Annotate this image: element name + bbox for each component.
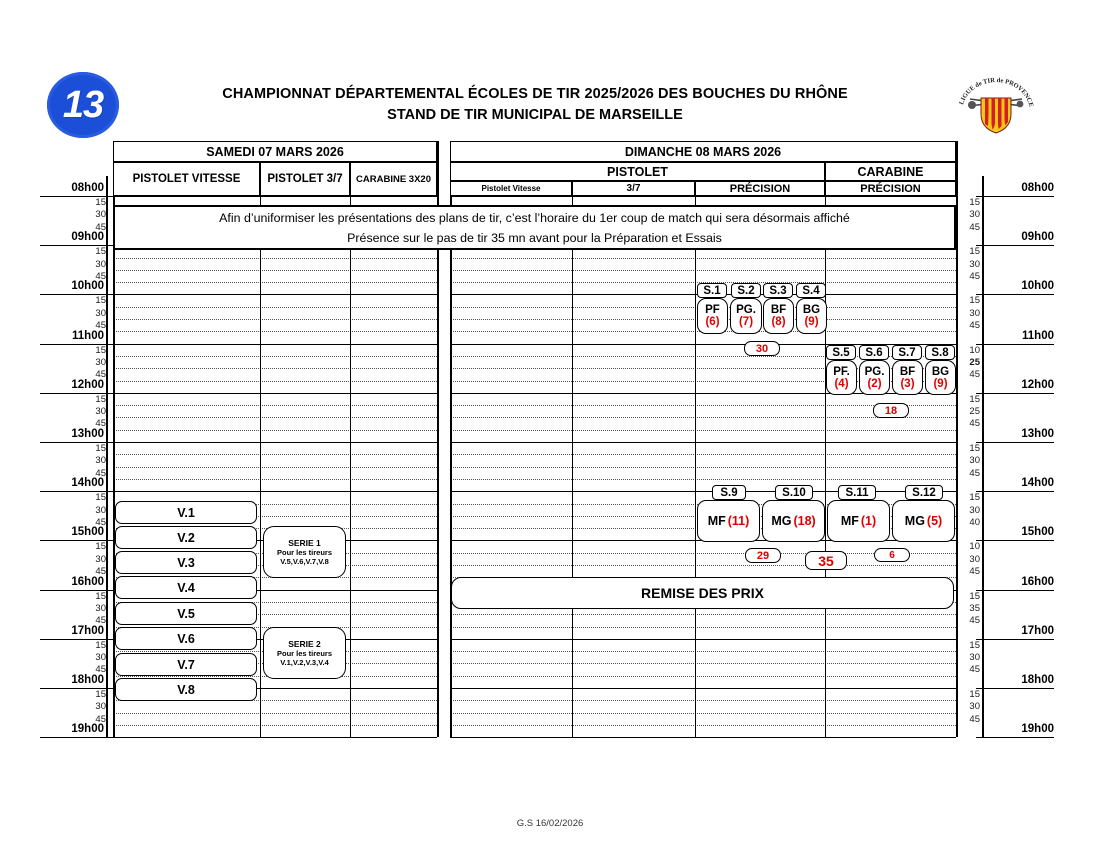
group-label: PISTOLET: [607, 164, 668, 179]
minute-label-left: 30: [95, 553, 106, 565]
hour-label-left: 12h00: [71, 378, 104, 391]
session-box-s8[interactable]: [925, 360, 956, 395]
footer-text: G.S 16/02/2026: [516, 818, 584, 829]
tag-label: S.11: [845, 486, 869, 499]
hour-tick-right: [976, 344, 1054, 345]
minute-label-left: 15: [95, 590, 106, 602]
col-label: CARABINE 3X20: [356, 173, 431, 185]
quarter-divider-right: [450, 479, 956, 480]
minute-label-right: 10: [969, 344, 980, 356]
sunday-day-label: DIMANCHE 08 MARS 2026: [624, 144, 782, 159]
minute-label-left: 45: [95, 467, 106, 479]
quarter-divider-right: [450, 663, 956, 664]
minute-label-right: 15: [969, 197, 980, 208]
saturday-col-pistolet-37: [260, 162, 350, 196]
minute-label-right: 30: [969, 701, 980, 713]
hour-label-right: 16h00: [1021, 575, 1054, 588]
hour-divider-right: [450, 737, 956, 738]
session-category: BG: [802, 304, 821, 316]
session-tag-s6[interactable]: [859, 345, 889, 360]
session-category: PF: [705, 304, 720, 316]
hour-label-left: 11h00: [72, 329, 104, 342]
minute-label-left: 30: [95, 258, 106, 270]
award-label: REMISE DES PRIX: [641, 585, 764, 601]
tag-label: S.1: [703, 284, 721, 297]
hour-label-left: 19h00: [71, 723, 104, 736]
session-box-v1[interactable]: [115, 501, 257, 524]
minute-label-left: 30: [95, 209, 106, 221]
session-badge-29: [745, 548, 781, 563]
minute-label-right: 15: [969, 590, 980, 602]
hour-divider-right: [450, 688, 956, 689]
minute-label-right: 15: [969, 246, 980, 258]
session-tag-s8[interactable]: [925, 345, 955, 360]
serie-sub1: Pour les tireurs: [276, 649, 333, 658]
session-category: MF: [840, 514, 859, 528]
minute-label-left: 30: [95, 701, 106, 713]
minute-label-left: 45: [95, 713, 106, 725]
quarter-divider-left: [113, 270, 437, 271]
quarter-divider-left: [113, 307, 437, 308]
sunday-col-precision-pistolet: [695, 181, 825, 196]
minute-label-left: 30: [95, 356, 106, 368]
saturday-col-pistolet-vitesse: [113, 162, 260, 196]
hour-tick-right: [976, 491, 1054, 492]
badge-value: 35: [818, 552, 834, 569]
tag-label: S.4: [802, 284, 820, 297]
minute-label-left: 45: [95, 516, 106, 528]
tag-label: S.12: [912, 486, 936, 499]
quarter-divider-left: [113, 331, 437, 332]
hour-divider-left: [113, 491, 437, 492]
session-tag-s3[interactable]: [763, 283, 793, 298]
hour-divider-left: [113, 442, 437, 443]
serie-sub2: V.5,V.6,V.7,V.8: [280, 557, 329, 566]
minute-label-right: 30: [969, 504, 980, 516]
minute-label-left: 30: [95, 652, 106, 664]
ligue-shield-icon: [948, 74, 1044, 136]
quarter-divider-left: [113, 430, 437, 431]
hour-label-left: 16h00: [71, 575, 104, 588]
minute-label-left: 30: [95, 406, 106, 418]
hour-tick-right: [976, 294, 1054, 295]
quarter-divider-right: [450, 614, 956, 615]
session-count: (1): [860, 514, 877, 528]
serie-sub2: V.1,V.2,V.3,V.4: [280, 658, 329, 667]
col-label: Pistolet Vitesse: [481, 184, 541, 193]
session-box-s12[interactable]: [892, 500, 955, 542]
session-label: V.4: [177, 580, 195, 595]
hour-label-right: 14h00: [1021, 477, 1054, 490]
departement-13-number: 13: [62, 83, 104, 126]
hour-divider-left: [113, 393, 437, 394]
minute-label-left: 45: [95, 369, 106, 381]
hour-tick-right: [976, 245, 1054, 246]
session-box-s11[interactable]: [827, 500, 890, 542]
quarter-divider-left: [113, 356, 437, 357]
quarter-divider-left: [113, 725, 437, 726]
minute-label-left: 45: [95, 664, 106, 676]
minute-label-right: 45: [969, 664, 980, 676]
quarter-divider-left: [113, 417, 437, 418]
footer-note: [0, 818, 1100, 829]
col-label: PRÉCISION: [860, 182, 921, 195]
session-count: (7): [738, 316, 754, 328]
session-count: (8): [771, 316, 786, 328]
serie-sub1: Pour les tireurs: [276, 548, 333, 557]
quarter-divider-left: [113, 405, 437, 406]
badge-value: 29: [756, 549, 770, 562]
saturday-col-carabine-3x20: [350, 162, 437, 196]
session-box-v6[interactable]: [115, 627, 257, 650]
quarter-divider-right: [450, 651, 956, 652]
minute-label-right: 45: [969, 467, 980, 479]
hour-tick-right: [976, 639, 1054, 640]
session-box-s7[interactable]: [892, 360, 923, 395]
quarter-divider-right: [450, 565, 956, 566]
hour-label-right: 10h00: [1021, 280, 1054, 293]
tag-label: S.2: [737, 284, 755, 297]
session-box-s4[interactable]: [796, 298, 827, 334]
serie-1-box[interactable]: [263, 526, 346, 578]
tag-label: S.7: [898, 346, 916, 359]
session-box-v5[interactable]: [115, 602, 257, 625]
award-ceremony-box[interactable]: [451, 577, 954, 609]
session-label: V.2: [177, 530, 195, 545]
session-tag-s1[interactable]: [697, 283, 727, 298]
quarter-divider-right: [450, 713, 956, 714]
minute-label-right: 30: [969, 209, 980, 221]
quarter-divider-left: [113, 479, 437, 480]
session-count: (6): [705, 316, 720, 328]
session-label: V.1: [177, 505, 195, 520]
minute-label-left: 15: [95, 492, 106, 504]
minute-label-right: 40: [969, 516, 980, 528]
sunday-col-precision-carabine: [825, 181, 956, 196]
title-line-1: CHAMPIONNAT DÉPARTEMENTAL ÉCOLES DE TIR 2025/2026 DES BOUCHES DU RHÔNE: [222, 86, 848, 102]
minute-label-right: 15: [969, 443, 980, 454]
hour-label-right: 18h00: [1021, 674, 1054, 686]
quarter-divider-right: [450, 430, 956, 431]
sunday-day-header: [450, 141, 956, 162]
serie-title: SERIE 2: [288, 639, 321, 649]
session-category: MG: [771, 514, 792, 528]
table-right-right-edge: [956, 141, 958, 737]
minute-label-right: 30: [969, 258, 980, 270]
session-tag-s2[interactable]: [731, 283, 761, 298]
session-tag-s12[interactable]: [905, 485, 943, 500]
sunday-col-pistolet-vitesse: [450, 181, 572, 196]
minute-label-right: 45: [969, 418, 980, 430]
session-label: V.3: [177, 555, 195, 570]
quarter-divider-left: [113, 282, 437, 283]
quarter-divider-left: [113, 454, 437, 455]
quarter-divider-right: [450, 627, 956, 628]
session-count: (9): [804, 316, 819, 328]
minute-label-left: 15: [95, 393, 106, 405]
minute-label-right: 45: [969, 221, 980, 233]
hour-label-left: 10h00: [71, 280, 104, 293]
hour-label-left: 08h00: [71, 182, 104, 194]
quarter-divider-right: [450, 725, 956, 726]
tag-label: S.10: [782, 486, 806, 499]
tag-label: S.8: [931, 346, 949, 359]
hour-label-right: 11h00: [1022, 329, 1054, 342]
minute-label-right: 25: [969, 406, 980, 418]
minute-label-left: 15: [95, 639, 106, 651]
minute-label-left: 45: [95, 615, 106, 627]
hour-label-left: 17h00: [71, 624, 104, 637]
page-title: [140, 86, 930, 123]
right-time-gutter-line: [982, 176, 984, 737]
session-badge-6: [874, 548, 910, 562]
hour-divider-left: [113, 737, 437, 738]
hour-divider-right: [450, 196, 956, 197]
hour-label-right: 08h00: [1021, 182, 1054, 194]
notice-line-1: Afin d’uniformiser les présentations des plans de tir, c’est l’horaire du 1er coup de match qui sera désormais affiché: [219, 210, 850, 225]
hour-label-right: 19h00: [1021, 723, 1054, 736]
hour-tick-right: [976, 590, 1054, 591]
quarter-divider-right: [450, 676, 956, 677]
left-time-gutter-line: [106, 176, 108, 737]
minute-label-left: 45: [95, 320, 106, 331]
hour-tick-right: [976, 737, 1054, 738]
session-box-v8[interactable]: [115, 678, 257, 701]
quarter-divider-left: [113, 467, 437, 468]
session-box-s1[interactable]: [697, 298, 728, 334]
session-category: BF: [899, 365, 916, 378]
session-badge-row1: [744, 341, 780, 356]
hour-tick-right: [976, 393, 1054, 394]
hour-label-right: 13h00: [1021, 428, 1054, 440]
minute-label-right: 30: [969, 553, 980, 565]
badge-value: 18: [884, 404, 898, 417]
minute-label-right: 25: [969, 356, 980, 368]
hour-tick-right: [976, 688, 1054, 689]
notice-banner: [113, 205, 956, 250]
minute-label-right: 30: [969, 307, 980, 319]
session-label: V.7: [177, 657, 195, 672]
minute-label-left: 15: [95, 541, 106, 553]
session-category: PG.: [736, 304, 756, 316]
hour-divider-right: [450, 639, 956, 640]
hour-label-right: 17h00: [1021, 624, 1054, 637]
minute-label-right: 45: [969, 566, 980, 577]
session-count: (5): [926, 514, 943, 528]
minute-label-right: 15: [969, 295, 980, 307]
session-box-s2[interactable]: [730, 298, 762, 334]
minute-label-right: 45: [969, 713, 980, 725]
serie-2-box[interactable]: [263, 627, 346, 679]
session-label: V.5: [177, 606, 195, 621]
hour-label-right: 09h00: [1021, 231, 1054, 244]
session-tag-s4[interactable]: [796, 283, 826, 298]
session-category: PG.: [864, 365, 885, 378]
session-count: (2): [867, 377, 882, 390]
col-label: PRÉCISION: [729, 182, 791, 195]
tag-label: S.9: [720, 486, 738, 499]
hour-tick-right: [976, 196, 1054, 197]
hour-label-left: 14h00: [71, 477, 104, 490]
minute-label-left: 15: [95, 246, 106, 258]
saturday-day-header: [113, 141, 437, 162]
minute-label-left: 30: [95, 307, 106, 319]
quarter-divider-right: [450, 270, 956, 271]
minute-label-left: 15: [95, 689, 106, 700]
quarter-divider-left: [113, 713, 437, 714]
minute-label-left: 15: [95, 344, 106, 356]
hour-divider-left: [113, 294, 437, 295]
group-label: CARABINE: [857, 164, 924, 179]
hour-tick-right: [976, 540, 1054, 541]
session-count: (11): [727, 514, 750, 528]
session-category: BF: [770, 304, 787, 316]
hour-label-left: 18h00: [71, 674, 104, 686]
tag-label: S.5: [832, 346, 850, 359]
minute-label-left: 15: [95, 443, 106, 454]
quarter-divider-left: [113, 381, 437, 382]
minute-label-left: 30: [95, 504, 106, 516]
session-badge-35: [805, 551, 847, 570]
col-label: PISTOLET 3/7: [267, 173, 343, 185]
hour-label-left: 09h00: [71, 231, 104, 244]
quarter-divider-left: [113, 368, 437, 369]
hour-divider-left: [113, 344, 437, 345]
minute-label-left: 45: [95, 566, 106, 577]
minute-label-right: 15: [969, 492, 980, 504]
session-category: MF: [707, 514, 726, 528]
quarter-divider-left: [113, 319, 437, 320]
session-box-v4[interactable]: [115, 576, 257, 599]
quarter-divider-right: [450, 454, 956, 455]
session-box-s9[interactable]: [697, 500, 760, 542]
hour-divider-left: [113, 196, 437, 197]
minute-label-left: 45: [95, 270, 106, 282]
session-box-s3[interactable]: [763, 298, 794, 334]
minute-label-right: 45: [969, 369, 980, 381]
session-tag-s5[interactable]: [826, 345, 856, 360]
minute-label-left: 30: [95, 455, 106, 467]
minute-label-right: 30: [969, 652, 980, 664]
session-count: (4): [834, 377, 849, 390]
session-tag-s9[interactable]: [712, 485, 746, 500]
session-tag-s7[interactable]: [892, 345, 922, 360]
hour-label-right: 12h00: [1021, 378, 1054, 391]
quarter-divider-right: [450, 467, 956, 468]
col-label: PISTOLET VITESSE: [132, 173, 241, 185]
svg-text:LIGUE de TIR de PROVENCE: LIGUE de TIR de PROVENCE: [958, 76, 1035, 108]
minute-label-left: 45: [95, 418, 106, 430]
quarter-divider-right: [450, 258, 956, 259]
session-tag-s10[interactable]: [775, 485, 813, 500]
quarter-divider-left: [113, 258, 437, 259]
session-box-s10[interactable]: [762, 500, 825, 542]
saturday-day-label: SAMEDI 07 MARS 2026: [206, 144, 344, 159]
minute-label-right: 30: [969, 455, 980, 467]
session-box-s6[interactable]: [859, 360, 890, 395]
title-line-2: STAND DE TIR MUNICIPAL DE MARSEILLE: [387, 107, 683, 123]
tag-label: S.6: [865, 346, 883, 359]
badge-value: 30: [755, 342, 769, 355]
minute-label-right: 15: [969, 639, 980, 651]
hour-label-right: 15h00: [1021, 526, 1054, 539]
tag-label: S.3: [769, 284, 787, 297]
departement-13-logo: [47, 72, 119, 138]
hour-tick-right: [976, 442, 1054, 443]
sunday-group-pistolet: [450, 162, 825, 181]
session-category: PF.: [833, 365, 850, 378]
session-box-s5[interactable]: [826, 360, 857, 395]
minute-label-right: 10: [969, 541, 980, 553]
minute-label-right: 15: [969, 689, 980, 700]
session-label: V.8: [177, 682, 195, 697]
hour-divider-right: [450, 442, 956, 443]
session-box-v2[interactable]: [115, 526, 257, 549]
hour-divider-right: [450, 491, 956, 492]
col-label: 3/7: [626, 183, 641, 194]
quarter-divider-right: [450, 700, 956, 701]
serie-title: SERIE 1: [288, 538, 321, 548]
notice-line-2: Présence sur le pas de tir 35 mn avant pour la Préparation et Essais: [347, 230, 722, 245]
session-category: MG: [904, 514, 925, 528]
ligue-de-tir-de-provence-logo: [948, 74, 1044, 136]
minute-label-right: 45: [969, 320, 980, 331]
session-box-v3[interactable]: [115, 551, 257, 574]
session-count: (9): [933, 377, 948, 390]
minute-label-left: 45: [95, 221, 106, 233]
badge-value: 6: [889, 549, 895, 561]
minute-label-left: 15: [95, 197, 106, 208]
minute-label-right: 35: [969, 602, 980, 614]
sunday-group-carabine: [825, 162, 956, 181]
session-count: (18): [793, 514, 816, 528]
minute-label-left: 15: [95, 295, 106, 307]
session-tag-s11[interactable]: [838, 485, 876, 500]
minute-label-left: 30: [95, 602, 106, 614]
session-badge-row2: [873, 403, 909, 418]
session-box-v7[interactable]: [115, 653, 257, 676]
minute-label-right: 45: [969, 270, 980, 282]
minute-label-right: 45: [969, 615, 980, 627]
session-count: (3): [900, 377, 915, 390]
hour-tick-left: [40, 737, 114, 738]
session-category: BG: [931, 365, 950, 378]
session-label: V.6: [177, 631, 195, 646]
sunday-col-37: [572, 181, 695, 196]
hour-label-left: 13h00: [71, 428, 104, 440]
hour-label-left: 15h00: [71, 526, 104, 539]
minute-label-right: 15: [969, 393, 980, 405]
